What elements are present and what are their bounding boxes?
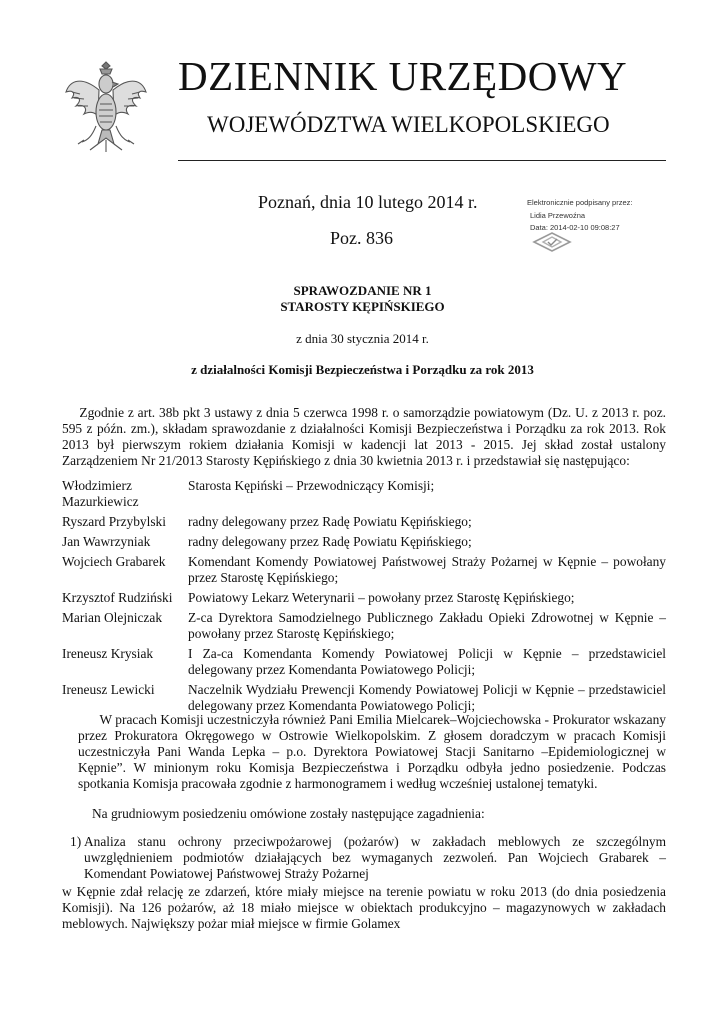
journal-subtitle: WOJEWÓDZTWA WIELKOPOLSKIEGO: [207, 112, 610, 137]
committee-members-list: [62, 478, 666, 718]
intro-paragraph: Zgodnie z art. 38b pkt 3 ustawy z dnia 5 czerwca 1998 r. o samorządzie powiatowym (Dz. U. z 2013 r. poz. 595 z późn. zm.), składam sprawozdanie z działalności Komisji Bezpieczeństwa i Porządku za rok 2013. Rok 2013 był pierwszym rokiem działania Komisji w kadencji lat 2013 - 2015. Jej skład został ustalony Zarządzeniem Nr 21/2013 Starosty Kępińskiego z dnia 30 kwietnia 2013 r. i przedstawiał się następująco:: [62, 405, 666, 468]
member-row: [62, 478, 666, 510]
member-role: Starosta Kępiński – Przewodniczący Komisji;: [188, 478, 435, 493]
member-row: [62, 590, 666, 606]
member-name: Ireneusz Krysiak: [62, 646, 154, 661]
member-name: Krzysztof Rudziński: [62, 590, 173, 605]
signature-name: Lidia Przewoźna: [530, 210, 586, 220]
work-paragraph: W pracach Komisji uczestniczyła również Pani Emilia Mielcarek–Wojciechowska - Prokurator wskazany przez Prokuratora Okręgowego w Ostrowie Wielkopolskim. Z głosem doradczym w pracach Komisji uczestniczyła Pani Wanda Lepka – p.o. Dyrektora Powiatowej Stacji Sanitarno –Epidemiologicznej w Kępnie”. W minionym roku Komisja Bezpieczeństwa i Porządku odbyła jedno posiedzenie. Podczas spotkania Komisja pracowała zgodnie z harmonogramem i według wcześniej ustalonej tematyki.: [78, 712, 666, 791]
electronic-signature: [528, 197, 678, 235]
member-role: Komendant Komendy Powiatowej Państwowej Straży Pożarnej w Kępnie – powołany przez Starostę Kępińskiego;: [188, 554, 666, 585]
member-role: radny delegowany przez Radę Powiatu Kępińskiego;: [188, 534, 472, 549]
member-name: Jan Wawrzyniak: [62, 534, 151, 549]
position-number: Poz. 836: [330, 228, 393, 248]
member-row: [62, 554, 666, 586]
member-role: radny delegowany przez Radę Powiatu Kępińskiego;: [188, 514, 472, 529]
signature-date: Data: 2014-02-10 09:08:27: [530, 223, 620, 232]
header-divider: [178, 160, 666, 161]
member-row: [62, 534, 666, 550]
member-name: Marian Olejniczak: [62, 610, 163, 625]
agenda-item-text: Analiza stanu ochrony przeciwpożarowej (pożarów) w zakładach meblowych ze szczególnym uwzględnieniem podmiotów działających bez wymaganych zezwoleń. Pan Wojciech Grabarek – Komendant Powiatowej Państwowej Straży Pożarnej: [84, 834, 666, 881]
member-row: [62, 682, 666, 714]
report-date: z dnia 30 stycznia 2014 r.: [296, 331, 429, 346]
signature-check-icon: [530, 231, 574, 253]
member-name: Ryszard Przybylski: [62, 514, 166, 529]
december-meeting-intro: Na grudniowym posiedzeniu omówione zostały następujące zagadnienia:: [92, 806, 485, 821]
member-name: Włodzimierz Mazurkiewicz: [62, 478, 139, 509]
member-role: Z-ca Dyrektora Samodzielnego Publicznego Zakładu Opieki Zdrowotnej w Kępnie – powołany przez Starostę Kępińskiego;: [188, 610, 666, 641]
member-name: Ireneusz Lewicki: [62, 682, 155, 697]
member-role: Naczelnik Wydziału Prewencji Komendy Powiatowej Policji w Kępnie – przedstawiciel delegowany przez Komendanta Powiatowego Policji;: [188, 682, 666, 713]
publication-date: Poznań, dnia 10 lutego 2014 r.: [258, 192, 478, 212]
member-role: Powiatowy Lekarz Weterynarii – powołany przez Starostę Kępińskiego;: [188, 590, 575, 605]
report-title-line2: STAROSTY KĘPIŃSKIEGO: [280, 299, 445, 314]
member-name: Wojciech Grabarek: [62, 554, 166, 569]
report-subject: z działalności Komisji Bezpieczeństwa i Porządku za rok 2013: [191, 362, 534, 377]
journal-title: DZIENNIK URZĘDOWY: [178, 53, 628, 99]
agenda-item: [62, 834, 666, 882]
signature-label: Elektronicznie podpisany przez:: [527, 198, 633, 207]
continuation-paragraph: w Kępnie zdał relację ze zdarzeń, które miały miejsce na terenie powiatu w roku 2013 (do dnia posiedzenia Komisji). Na 126 pożarów, aż 18 miało miejsce w obiektach produkcyjno – magazynowych w zakładach meblowych. Największy pożar miał miejsce w firmie Golamex: [62, 884, 666, 931]
report-title-line1: SPRAWOZDANIE NR 1: [293, 283, 432, 298]
member-row: [62, 646, 666, 678]
eagle-emblem-icon: [62, 56, 150, 158]
agenda-item-number: 1): [70, 834, 82, 849]
member-row: [62, 514, 666, 530]
member-row: [62, 610, 666, 642]
member-role: I Za-ca Komendanta Komendy Powiatowej Policji w Kępnie – przedstawiciel delegowany przez Komendanta Powiatowego Policji;: [188, 646, 666, 677]
